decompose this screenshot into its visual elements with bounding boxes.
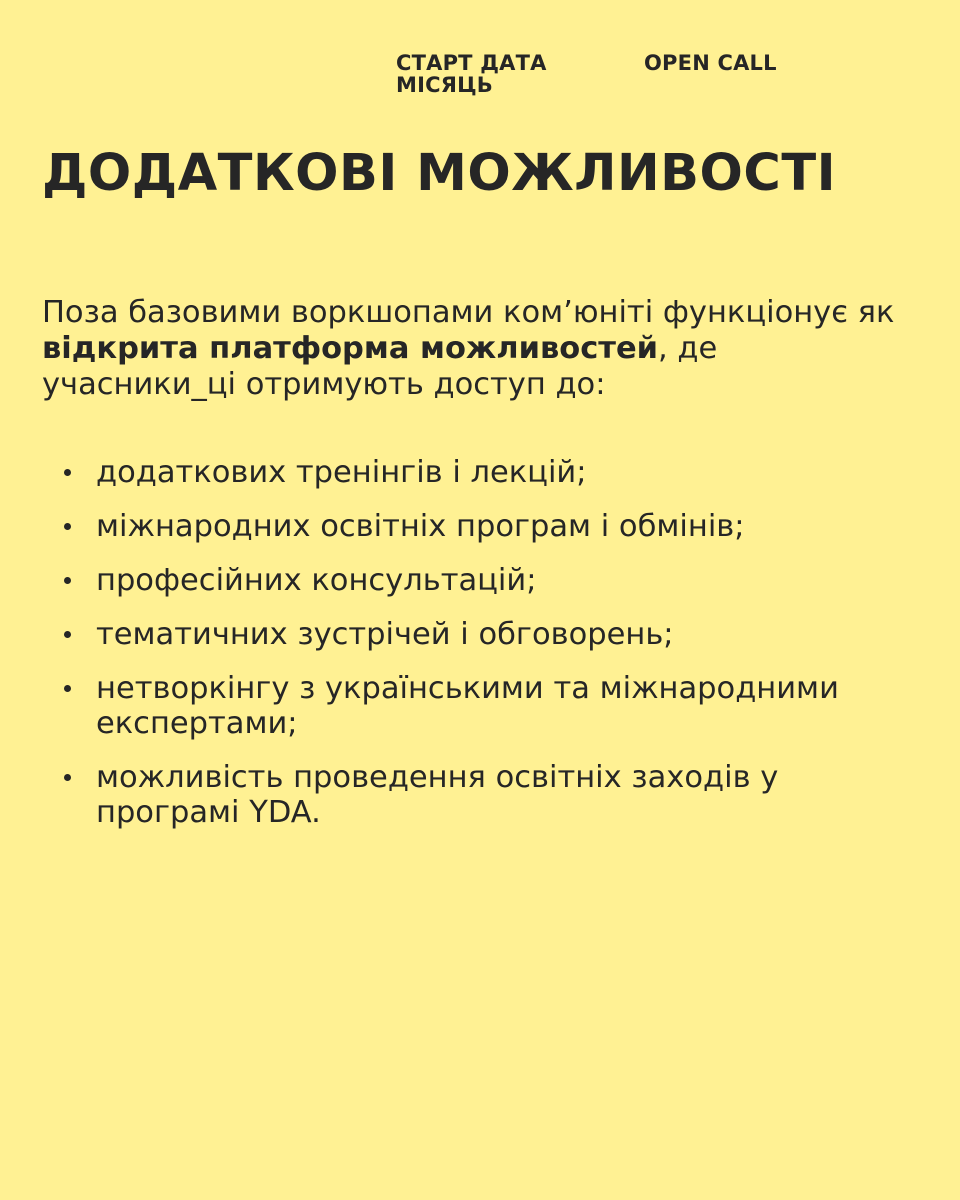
list-item-text: можливість проведення освітніх заходів у програмі YDA. — [96, 760, 779, 830]
bullet-icon — [64, 631, 71, 638]
bullet-icon — [64, 685, 71, 692]
list-item — [42, 760, 922, 830]
intro-text-end: , де учасники_ці отримують доступ до: — [42, 331, 718, 402]
list-item-text: додаткових тренінгів і лекцій; — [96, 455, 587, 490]
start-date-line-2: МІСЯЦЬ — [396, 73, 493, 97]
list-item — [42, 455, 922, 490]
start-date-label — [396, 52, 586, 96]
opportunities-list — [42, 455, 922, 849]
list-item — [42, 563, 922, 598]
list-item-text: міжнародних освітніх програм і обмінів; — [96, 509, 745, 544]
start-date-line-1: СТАРТ ДАТА — [396, 51, 547, 75]
intro-text-start: Поза базовими воркшопами ком’юніті функціонує як — [42, 295, 895, 330]
list-item — [42, 671, 922, 741]
page-title: ДОДАТКОВІ МОЖЛИВОСТІ — [42, 144, 837, 203]
bullet-icon — [64, 577, 71, 584]
list-item — [42, 509, 922, 544]
bullet-icon — [64, 774, 71, 781]
open-call-label: OPEN CALL — [644, 51, 777, 75]
intro-paragraph — [42, 295, 912, 403]
bullet-icon — [64, 523, 71, 530]
list-item-text: професійних консультацій; — [96, 563, 537, 598]
list-item-text: тематичних зустрічей і обговорень; — [96, 617, 674, 652]
list-item — [42, 617, 922, 652]
list-item-text: нетворкінгу з українськими та міжнародними експертами; — [96, 671, 839, 741]
bullet-icon — [64, 469, 71, 476]
intro-highlight: відкрита платформа можливостей — [42, 331, 659, 366]
